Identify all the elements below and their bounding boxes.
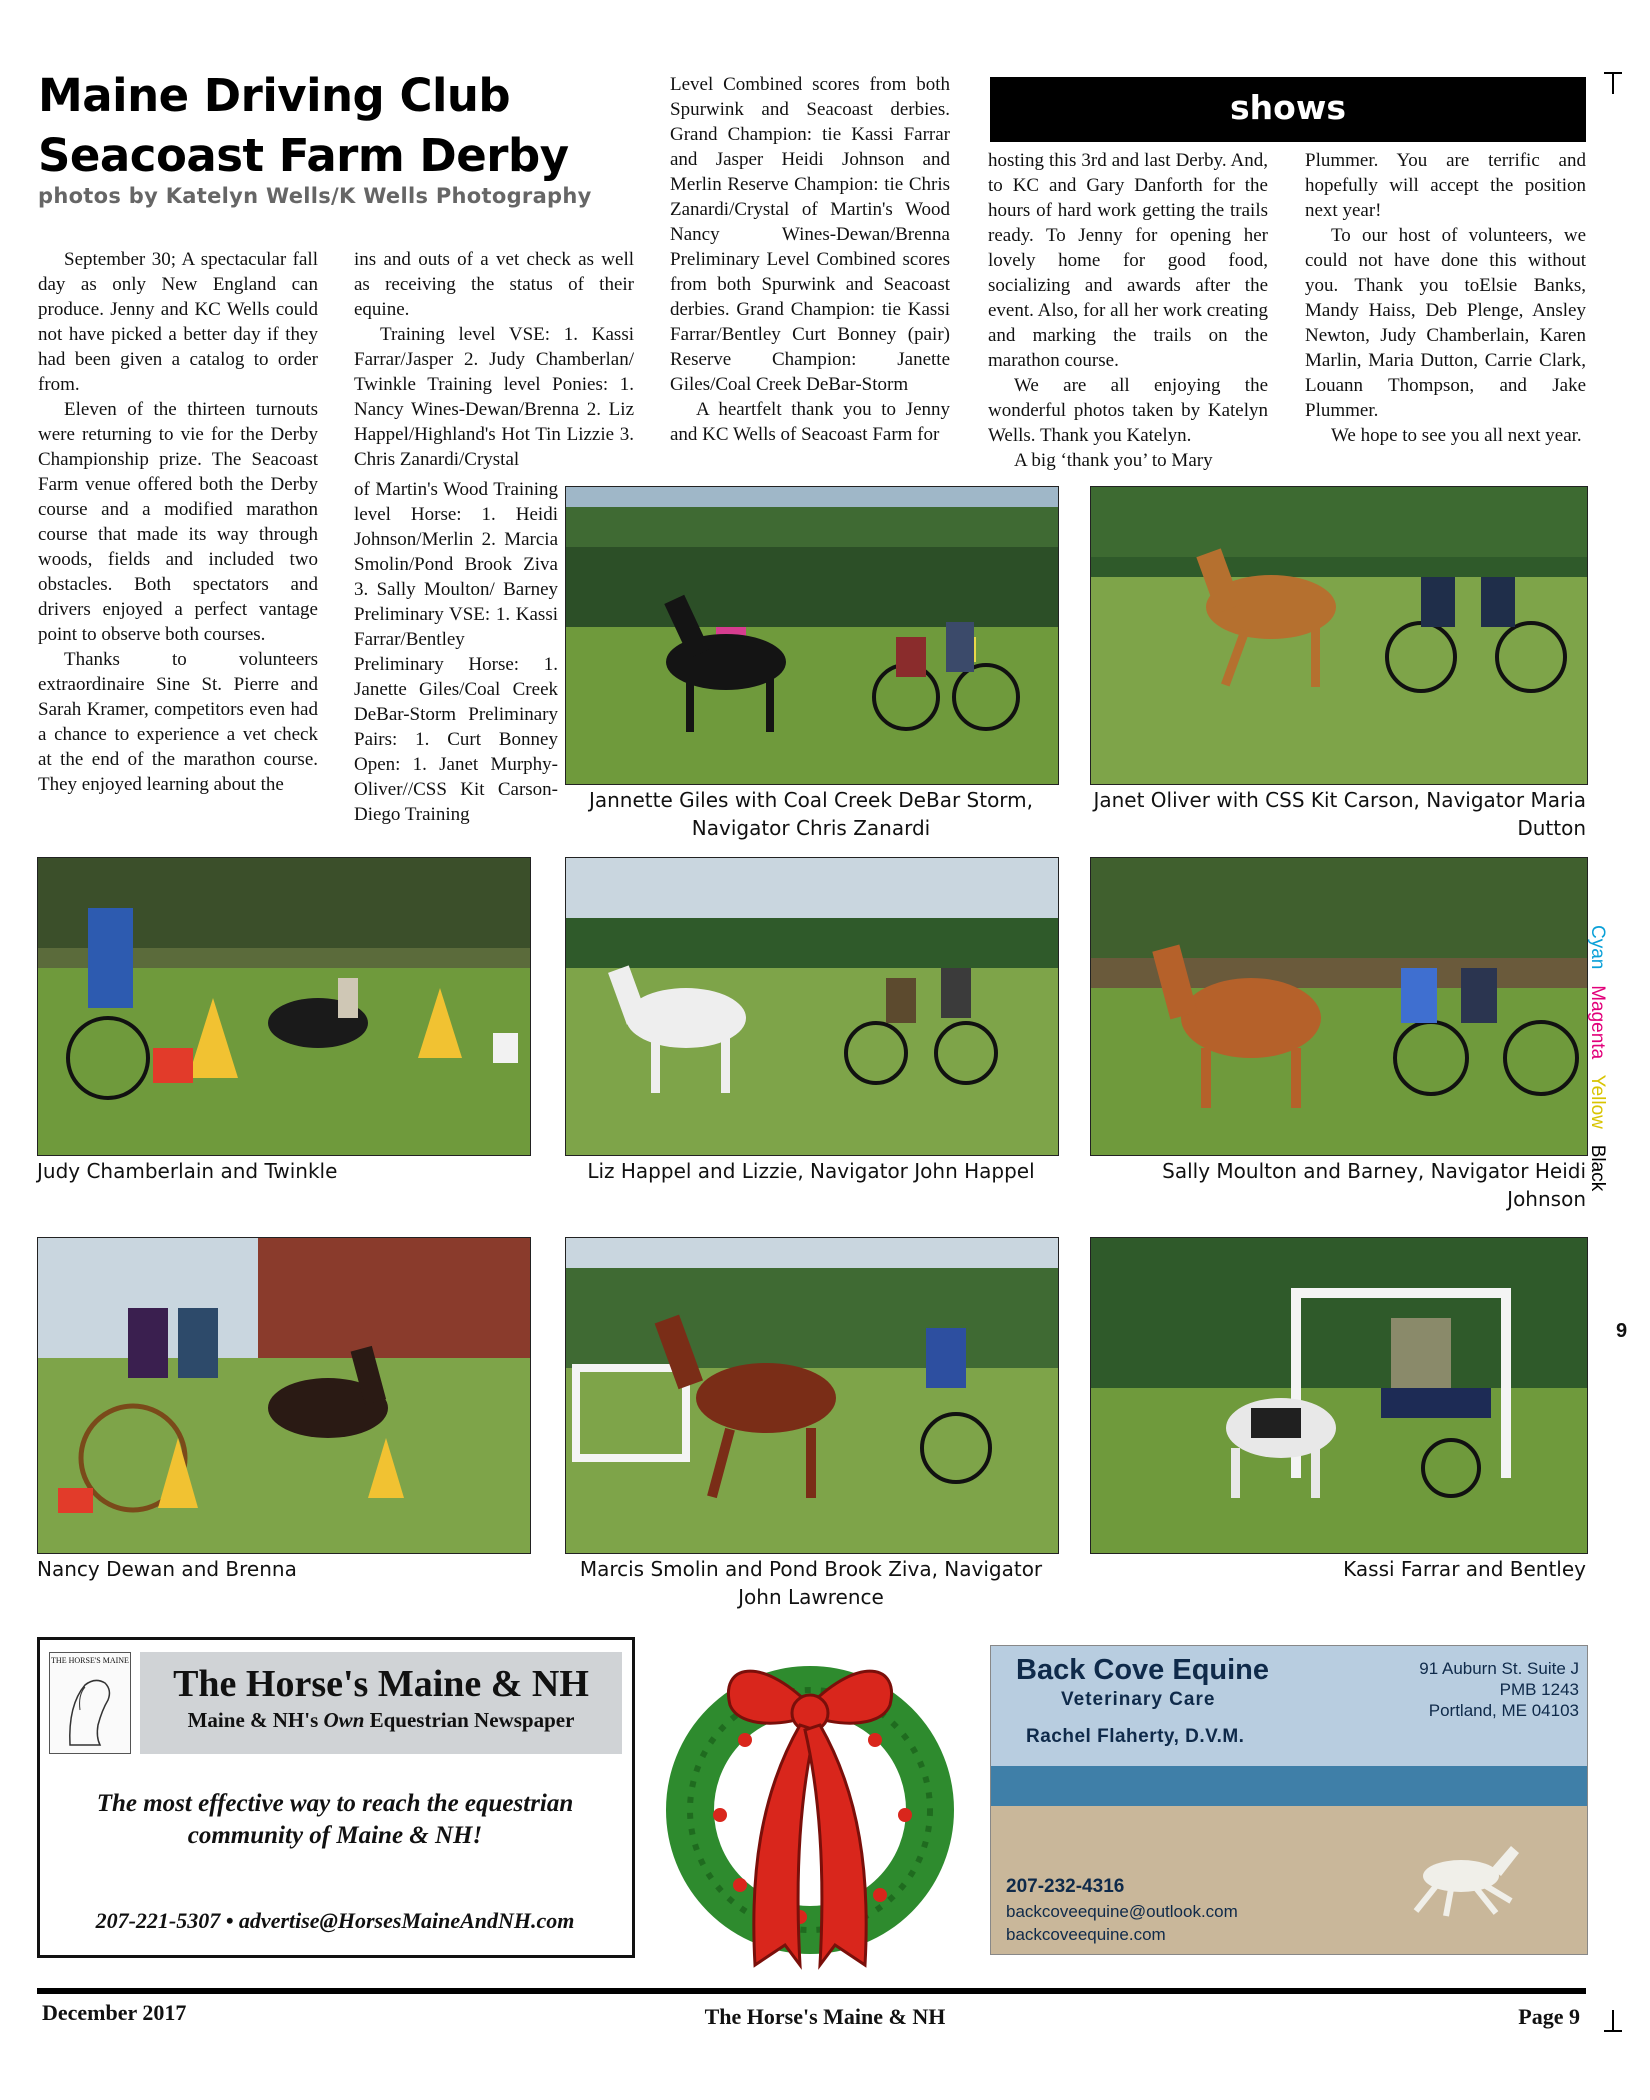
ad-sea [991, 1766, 1587, 1806]
ad-subtitle: Maine & NH's Own Equestrian Newspaper [187, 1708, 575, 1732]
paragraph: Thanks to volunteers extraordinaire Sine St. Pierre and Sarah Kramer, competitors even had a chance to experience a vet check at the end of the marathon course. They enjoyed learning about the [38, 649, 318, 795]
caption-photo-6: Nancy Dewan and Brenna [37, 1557, 297, 1581]
wreath-icon [660, 1645, 960, 1975]
article-column-2 [354, 247, 634, 472]
logo-text: THE HORSE'S MAINE [51, 1656, 129, 1665]
photo-image [1091, 1238, 1587, 1553]
photo-image [38, 1238, 530, 1553]
paragraph: hosting this 3rd and last Derby. And, to KC and Gary Danforth for the hours of hard work getting the trails ready. To Jenny for opening her lovely home for good food, socializing and awards after the event. Also, for all her work creating and marking the trails on the marathon course. [988, 150, 1268, 371]
paragraph: Level Combined scores from both Spurwink and Seacoast derbies. Grand Champion: tie Kassi Farrar and Jasper Heidi Johnson and Merlin Reserve Champion: tie Chris Zanardi/Crystal of Martin's Wood Nancy Wines-Dewan/Brenna Preliminary Level Combined scores from both Spurwink and Seacoast derbies. Grand Champion: tie Kassi Farrar/Bentley Curt Bonney (pair) Reserve Champion: Janette Giles/Coal Creek DeBar-Storm [670, 74, 950, 395]
clinic-tagline: Veterinary Care [1061, 1689, 1216, 1710]
photo-chamberlain-twinkle [37, 857, 531, 1156]
paragraph: Training level VSE: 1. Kassi Farrar/Jasper 2. Judy Chamberlan/ Twinkle Training level Ponies: 1. Nancy Wines-Dewan/Brenna 2. Liz Happel/Highland's Hot Tin Lizzie 3. Chris Zanardi/Crystal [354, 324, 634, 470]
paragraph: Plummer. You are terrific and hopefully will accept the position next year! [1305, 150, 1586, 221]
paragraph: Eleven of the thirteen turnouts were returning to vie for the Derby Championship prize. The Seacoast Farm venue offered both the Derby course and a modified marathon course that made its way through woods, fields and included two obstacles. Both spectators and drivers enjoyed a perfect vantage point to observe both courses. [38, 399, 318, 645]
yellow-label: Yellow [1587, 1074, 1608, 1129]
headline-line-2: Seacoast Farm Derby [38, 129, 569, 182]
paragraph: To our host of volunteers, we could not have done this without you. Thank you toElsie Banks, Mandy Haiss, Deb Plenge, Ansley Newton, Judy Chamberlain, Karen Marlin, Maria Dutton, Carrie Clark, Louann Thompson, and Jake Plummer. [1305, 225, 1586, 421]
photo-moulton-barney [1090, 857, 1588, 1156]
article-column-2-continued [354, 477, 558, 827]
photo-farrar-bentley [1090, 1237, 1588, 1554]
caption-photo-4: Liz Happel and Lizzie, Navigator John Happel [587, 1159, 1035, 1183]
clinic-website[interactable]: backcoveequine.com [1006, 1925, 1166, 1944]
article-headline [38, 66, 638, 186]
horse-head-icon [50, 1665, 130, 1751]
clinic-email[interactable]: backcoveequine@outlook.com [1006, 1902, 1238, 1921]
article-column-3 [670, 72, 950, 447]
photo-oliver-kit-carson [1090, 486, 1588, 785]
paragraph: We are all enjoying the wonderful photos taken by Katelyn Wells. Thank you Katelyn. [988, 375, 1268, 446]
ad-title-panel [140, 1652, 622, 1754]
photo-image [566, 487, 1058, 784]
footer-date: December 2017 [42, 2000, 187, 2025]
caption-photo-7: Marcis Smolin and Pond Brook Ziva, Navigator John Lawrence [579, 1557, 1043, 1609]
footer-page-number: Page 9 [1518, 2004, 1580, 2029]
photo-image [38, 858, 530, 1155]
photo-image [566, 1238, 1058, 1553]
ad-contact-link[interactable]: 207-221-5307 • advertise@HorsesMaineAndNH.com [95, 1908, 575, 1933]
photo-image [1091, 858, 1587, 1155]
caption-photo-3: Judy Chamberlain and Twinkle [37, 1159, 338, 1183]
paragraph: September 30; A spectacular fall day as only New England can produce. Jenny and KC Wells could not have picked a better day if they had been given a catalog to order from. [38, 249, 318, 395]
magenta-label: Magenta [1587, 985, 1608, 1060]
paragraph: of Martin's Wood Training level Horse: 1. Heidi Johnson/Merlin 2. Marcia Smolin/Pond Brook Ziva 3. Sally Moulton/ Barney Preliminary VSE: 1. Kassi Farrar/Bentley Preliminary Horse: 1. Janette Giles/Coal Creek DeBar-Storm Preliminary Pairs: 1. Curt Bonney Open: 1. Janet Murphy-Oliver//CSS Kit Carson-Diego Training [354, 479, 558, 825]
photo-smolin-ziva [565, 1237, 1059, 1554]
photo-image [566, 858, 1058, 1155]
photo-dewan-brenna [37, 1237, 531, 1554]
paragraph: We hope to see you all next year. [1331, 425, 1582, 446]
article-column-5 [1305, 148, 1586, 448]
caption-photo-1: Jannette Giles with Coal Creek DeBar Storm, Navigator Chris Zanardi [588, 788, 1034, 840]
clinic-address: 91 Auburn St. Suite J PMB 1243 Portland, ME 04103 [1419, 1659, 1579, 1720]
running-horse-icon [1401, 1831, 1531, 1921]
headline-line-1: Maine Driving Club [38, 69, 511, 122]
section-banner: shows [990, 77, 1586, 142]
paragraph: A big ‘thank you’ to Mary [1014, 450, 1213, 471]
horses-maine-ad[interactable] [37, 1637, 635, 1958]
photo-credit-byline: photos by Katelyn Wells/K Wells Photography [38, 184, 592, 208]
footer-publication: The Horse's Maine & NH [704, 2004, 946, 2029]
paragraph: ins and outs of a vet check as well as receiving the status of their equine. [354, 249, 634, 320]
black-label: Black [1587, 1144, 1608, 1192]
caption-photo-5: Sally Moulton and Barney, Navigator Heidi Johnson [1162, 1159, 1586, 1211]
holiday-wreath-image [660, 1645, 960, 1975]
article-column-4 [988, 148, 1268, 473]
newspaper-logo [49, 1652, 131, 1754]
color-registration-labels [1586, 925, 1608, 1191]
photo-happel-lizzie [565, 857, 1059, 1156]
footer-rule [37, 1988, 1586, 1994]
ad-pitch: The most effective way to reach the equestrian community of Maine & NH! [96, 1790, 574, 1849]
cyan-label: Cyan [1587, 925, 1608, 970]
caption-photo-2: Janet Oliver with CSS Kit Carson, Navigator Maria Dutton [1093, 788, 1586, 840]
margin-page-number: 9 [1616, 1320, 1628, 1342]
vet-name: Rachel Flaherty, D.V.M. [1026, 1726, 1245, 1747]
ad-title: The Horse's Maine & NH [173, 1663, 589, 1705]
clinic-phone[interactable]: 207-232-4316 [1006, 1876, 1125, 1897]
crop-mark-top-vertical [1612, 72, 1614, 94]
back-cove-equine-ad[interactable] [990, 1645, 1588, 1955]
paragraph: A heartfelt thank you to Jenny and KC Wells of Seacoast Farm for [670, 399, 950, 445]
clinic-name: Back Cove Equine [1016, 1654, 1270, 1686]
photo-giles-coal-creek [565, 486, 1059, 785]
photo-image [1091, 487, 1587, 784]
caption-photo-8: Kassi Farrar and Bentley [1343, 1557, 1586, 1581]
article-column-1 [38, 247, 318, 797]
